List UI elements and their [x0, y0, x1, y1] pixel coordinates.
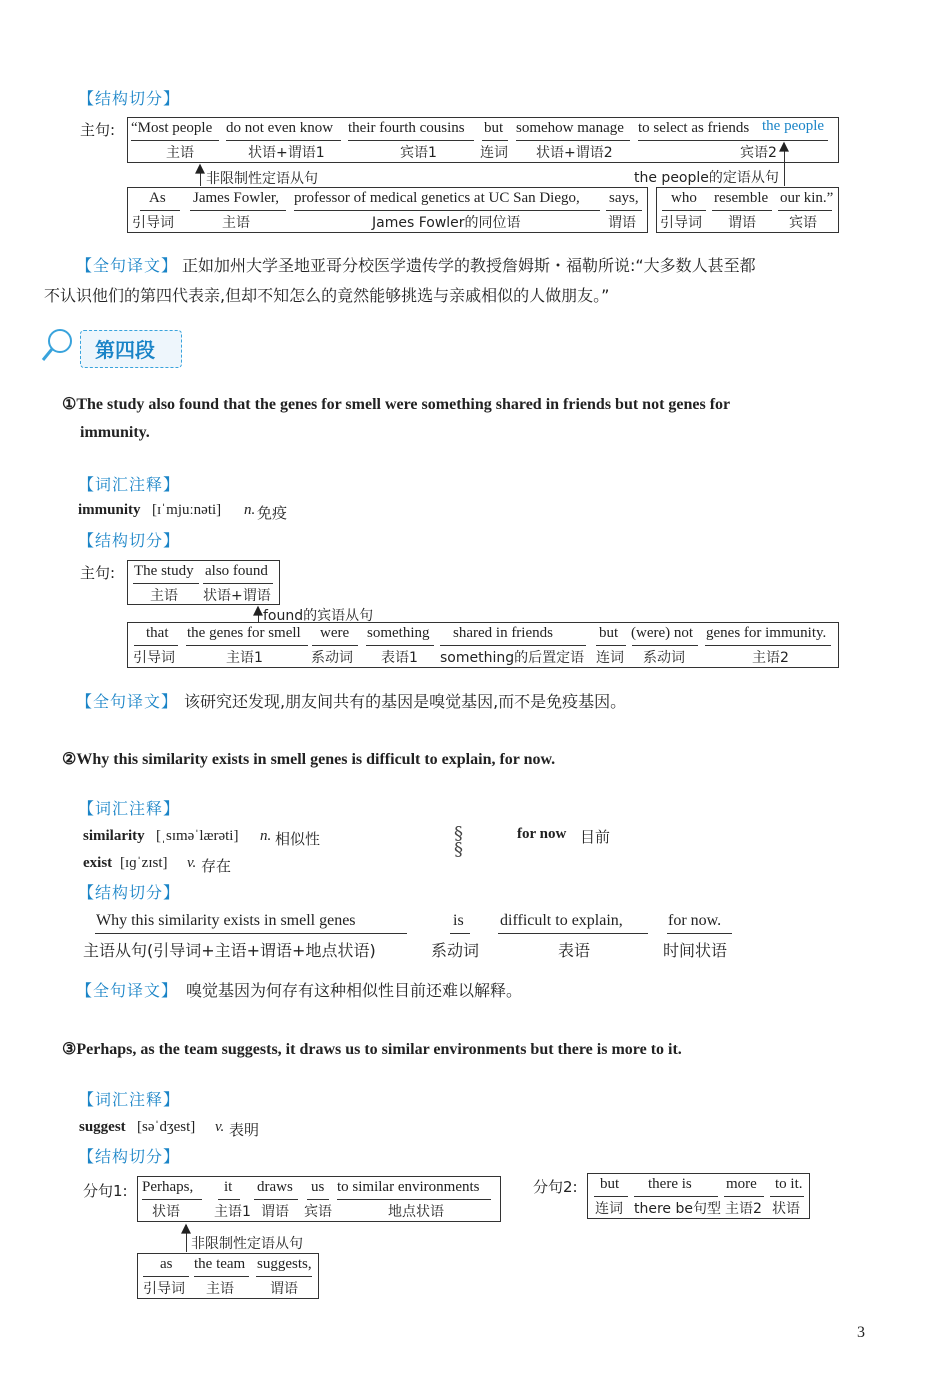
role-intro: 引导词	[133, 650, 175, 666]
vocab-header: 【词汇注释】	[78, 1090, 181, 1109]
word-but: but	[484, 120, 504, 136]
role-adverbial: 状语	[152, 1204, 180, 1220]
sentence-1-line2: immunity.	[80, 424, 150, 441]
s1-translation: 该研究还发现,朋友间共有的基因是嗅觉基因,而不是免疫基因。	[184, 692, 627, 711]
role-subject2: 主语2	[752, 650, 789, 666]
role-intro: 引导词	[132, 215, 174, 231]
role-object: 宾语	[304, 1204, 332, 1220]
word-but: but	[600, 1176, 620, 1192]
arrow-up-icon: ▲	[195, 161, 205, 176]
word-us: us	[311, 1179, 325, 1195]
word-the-study: The study	[134, 563, 194, 579]
word-something: something	[367, 625, 430, 641]
vocab-ipa: [ɪˈmjuːnəti]	[152, 502, 222, 518]
vocab-word-suggest: suggest	[79, 1119, 126, 1135]
vocab-ipa-similarity: [ˌsɪməˈlærəti]	[156, 828, 239, 844]
struct-header: 【结构切分】	[78, 1147, 181, 1166]
main-clause-label: 主句:	[80, 121, 116, 139]
role-subject2: 主语2	[725, 1201, 762, 1217]
word-says: says,	[609, 190, 639, 206]
clause1-label: 分句1:	[83, 1182, 128, 1200]
vocab-header: 【词汇注释】	[78, 475, 181, 494]
role-postmodifier: something的后置定语	[440, 650, 585, 666]
word-suggests: suggests,	[257, 1256, 312, 1272]
role-adverbial: 状语	[772, 1201, 800, 1217]
vocab-pos: v.	[215, 1119, 225, 1135]
role-place-adverbial: 地点状语	[388, 1204, 444, 1220]
vocab-meaning: 目前	[580, 828, 611, 846]
word-perhaps: Perhaps,	[142, 1179, 194, 1195]
role-adv-pred1: 状语+谓语1	[248, 145, 325, 161]
role-linking-verb: 系动词	[431, 941, 480, 960]
trans-header: 【全句译文】	[76, 256, 179, 275]
vocab-word-exist: exist	[83, 855, 113, 871]
role-conj: 连词	[595, 1201, 623, 1217]
note-object-clause: found的宾语从句	[263, 608, 374, 624]
role-adv-pred2: 状语+谓语2	[536, 145, 613, 161]
word-but: but	[599, 625, 619, 641]
role-predicate: 谓语	[261, 1204, 289, 1220]
vocab-ipa-exist: [ɪɡˈzɪst]	[120, 855, 168, 871]
role-subject: 主语	[206, 1281, 234, 1297]
word-as: As	[149, 190, 166, 206]
vocab-header: 【词汇注释】	[78, 799, 181, 818]
role-subject: 主语	[222, 215, 250, 231]
clause2-label: 分句2:	[533, 1178, 578, 1196]
vocab-pos: v.	[187, 855, 197, 871]
word-genes-for-smell: the genes for smell	[187, 625, 301, 641]
word-professor: professor of medical genetics at UC San Diego,	[294, 190, 580, 206]
role-intro: 引导词	[143, 1281, 185, 1297]
role-object: 宾语	[789, 215, 817, 231]
arrow-up-icon: ▲	[779, 139, 789, 154]
word-also-found: also found	[205, 563, 268, 579]
word-were: were	[320, 625, 350, 641]
vocab-word-similarity: similarity	[83, 828, 145, 844]
role-predicative1: 表语1	[381, 650, 418, 666]
s2-predicative: difficult to explain,	[500, 912, 623, 929]
word-somehow-manage: somehow manage	[516, 120, 624, 136]
vocab-pos: n.	[260, 828, 272, 844]
role-linking-verb: 系动词	[311, 650, 353, 666]
word-our-kin: our kin.”	[780, 190, 834, 206]
word-there-is: there is	[648, 1176, 692, 1192]
section-title: 第四段	[95, 338, 155, 362]
role-predicate: 谓语	[608, 215, 636, 231]
role-subject: 主语	[166, 145, 194, 161]
struct-header: 【结构切分】	[78, 883, 181, 902]
vocab-word: immunity	[78, 502, 141, 518]
page-number: 3	[857, 1324, 865, 1341]
s2-time-adverbial: for now.	[668, 912, 722, 929]
trans-header: 【全句译文】	[76, 981, 179, 1000]
sentence-1-line1: ①The study also found that the genes for smell were something shared in friends but not genes for	[62, 396, 731, 413]
role-time-adverbial: 时间状语	[663, 941, 728, 960]
vocab-ipa-suggest: [səˈdʒest]	[137, 1119, 196, 1135]
magnifier-icon	[40, 326, 76, 364]
s2-translation: 嗅觉基因为何存有这种相似性目前还难以解释。	[186, 981, 523, 1000]
vocab-meaning: 表明	[229, 1121, 260, 1139]
word-who: who	[671, 190, 697, 206]
role-conj: 连词	[596, 650, 624, 666]
word-shared-in-friends: shared in friends	[453, 625, 553, 641]
vocab-word-for-now: for now	[517, 826, 567, 842]
word-that: that	[146, 625, 169, 641]
role-subject1: 主语1	[214, 1204, 251, 1220]
word-to-similar-environments: to similar environments	[337, 1179, 480, 1195]
arrow-up-icon: ▲	[253, 603, 263, 618]
s2-is: is	[453, 912, 464, 929]
word-resemble: resemble	[714, 190, 769, 206]
trans-header: 【全句译文】	[76, 692, 179, 711]
role-subject: 主语	[150, 588, 178, 604]
role-predicate: 谓语	[270, 1281, 298, 1297]
note-nonrestrictive: 非限制性定语从句	[191, 1236, 303, 1252]
word-it: it	[224, 1179, 233, 1195]
role-intro: 引导词	[660, 215, 702, 231]
role-object1: 宾语1	[400, 145, 437, 161]
word-james-fowler: James Fowler,	[193, 190, 280, 206]
word-most-people: “Most people	[131, 120, 213, 136]
vocab-pos: n.	[244, 502, 256, 518]
sentence-2: ②Why this similarity exists in smell genes is difficult to explain, for now.	[62, 751, 556, 768]
word-to-it: to it.	[775, 1176, 803, 1192]
role-appositive: James Fowler的同位语	[372, 215, 521, 231]
word-the-team: the team	[194, 1256, 246, 1272]
word-the-people: the people	[762, 118, 825, 134]
word-do-not-even-know: do not even know	[226, 120, 334, 136]
role-there-be: there be句型	[634, 1201, 721, 1217]
word-were-not: (were) not	[631, 625, 694, 641]
translation-line2: 不认识他们的第四代表亲,但却不知怎么的竟然能够挑选与亲戚相似的人做朋友。”	[44, 286, 610, 305]
role-subject-clause: 主语从句(引导词+主语+谓语+地点状语)	[83, 941, 376, 960]
main-clause-label: 主句:	[80, 564, 116, 582]
word-more: more	[726, 1176, 757, 1192]
role-adv-pred: 状语+谓语	[203, 588, 271, 604]
word-their-fourth-cousins: their fourth cousins	[348, 120, 465, 136]
role-predicative: 表语	[558, 941, 591, 960]
word-draws: draws	[257, 1179, 293, 1195]
vocab-meaning: 免疫	[257, 504, 288, 522]
translation-line1: 正如加州大学圣地亚哥分校医学遗传学的教授詹姆斯・福勒所说:“大多数人甚至都	[182, 256, 756, 275]
separator-icon: § §	[454, 823, 463, 860]
vocab-meaning: 相似性	[275, 830, 321, 848]
word-genes-for-immunity: genes for immunity.	[706, 625, 827, 641]
role-linking-verb: 系动词	[643, 650, 685, 666]
note-the-people-clause: the people的定语从句	[634, 170, 779, 186]
role-conj: 连词	[480, 145, 508, 161]
word-as: as	[160, 1256, 173, 1272]
s2-subject-clause: Why this similarity exists in smell genes	[96, 912, 356, 929]
arrow-up-icon: ▲	[181, 1221, 191, 1236]
role-object2: 宾语2	[740, 145, 777, 161]
role-subject1: 主语1	[226, 650, 263, 666]
role-predicate: 谓语	[728, 215, 756, 231]
word-to-select-as-friends: to select as friends	[638, 120, 750, 136]
note-nonrestrictive: 非限制性定语从句	[206, 171, 318, 187]
sentence-3: ③Perhaps, as the team suggests, it draws us to similar environments but there is more to it.	[62, 1041, 682, 1058]
vocab-meaning: 存在	[201, 857, 232, 875]
struct-header: 【结构切分】	[78, 531, 181, 550]
struct-header: 【结构切分】	[78, 89, 181, 108]
